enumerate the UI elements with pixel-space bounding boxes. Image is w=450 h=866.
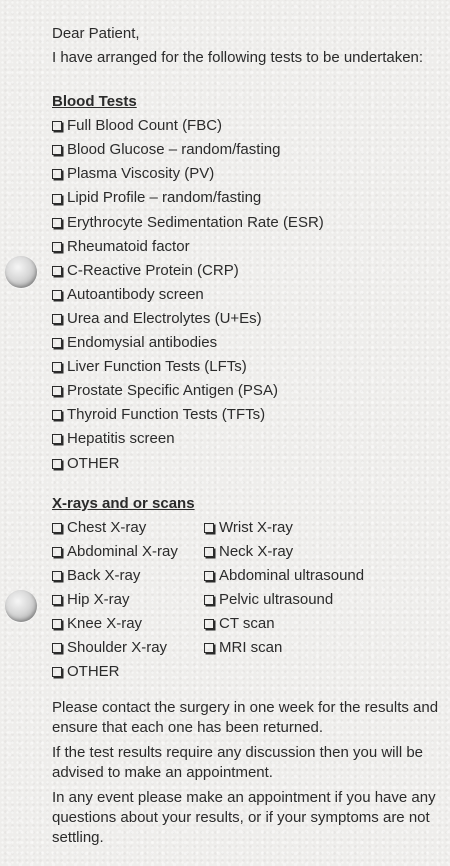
checkbox-item-plasma-viscosity[interactable]: Plasma Viscosity (PV) — [52, 162, 446, 186]
checkbox-icon[interactable] — [52, 643, 62, 653]
checkbox-item-abdominal-ultrasound[interactable]: Abdominal ultrasound — [204, 564, 444, 588]
checkbox-icon[interactable] — [204, 571, 214, 581]
test-request-letter — [52, 22, 446, 853]
checkbox-icon[interactable] — [204, 523, 214, 533]
checkbox-item-psa[interactable]: Prostate Specific Antigen (PSA) — [52, 379, 446, 403]
checkbox-icon[interactable] — [52, 266, 62, 276]
checkbox-icon[interactable] — [52, 619, 62, 629]
punch-hole-bottom — [5, 590, 37, 622]
checkbox-icon[interactable] — [52, 290, 62, 300]
closing-paragraph-results: Please contact the surgery in one week for the results and ensure that each one has been returned. — [52, 699, 439, 737]
checkbox-icon[interactable] — [204, 643, 214, 653]
checkbox-item-lipid-profile[interactable]: Lipid Profile – random/fasting — [52, 186, 446, 210]
intro-text: I have arranged for the following tests to be undertaken: — [52, 49, 424, 67]
checkbox-icon[interactable] — [52, 194, 62, 204]
checkbox-item-mri-scan[interactable]: MRI scan — [204, 636, 444, 660]
checkbox-item-blood-glucose[interactable]: Blood Glucose – random/fasting — [52, 138, 446, 162]
checkbox-item-xray-other[interactable]: OTHER — [52, 660, 204, 684]
checkbox-item-abdominal-xray[interactable]: Abdominal X-ray — [52, 540, 204, 564]
checkbox-item-urea-electrolytes[interactable]: Urea and Electrolytes (U+Es) — [52, 307, 446, 331]
checkbox-icon[interactable] — [52, 362, 62, 372]
checkbox-icon[interactable] — [204, 619, 214, 629]
checkbox-icon[interactable] — [52, 571, 62, 581]
checkbox-item-hip-xray[interactable]: Hip X-ray — [52, 588, 204, 612]
checkbox-icon[interactable] — [52, 410, 62, 420]
checkbox-icon[interactable] — [52, 434, 62, 444]
checkbox-icon[interactable] — [52, 338, 62, 348]
closing-paragraph-appointment: In any event please make an appointment if you have any questions about your results, or if your symptoms are not settling. — [52, 789, 436, 847]
checkbox-item-autoantibody[interactable]: Autoantibody screen — [52, 283, 446, 307]
checkbox-icon[interactable] — [52, 547, 62, 557]
checkbox-item-ct-scan[interactable]: CT scan — [204, 612, 444, 636]
checkbox-item-fbc[interactable]: Full Blood Count (FBC) — [52, 114, 446, 138]
checkbox-icon[interactable] — [52, 459, 62, 469]
checkbox-icon[interactable] — [52, 218, 62, 228]
checkbox-icon[interactable] — [52, 169, 62, 179]
xrays-heading: X-rays and or scans — [52, 494, 195, 512]
punch-hole-top — [5, 256, 37, 288]
closing-paragraph-discussion: If the test results require any discussion then you will be advised to make an appointment. — [52, 744, 424, 782]
checkbox-icon[interactable] — [52, 145, 62, 155]
checkbox-item-hepatitis[interactable]: Hepatitis screen — [52, 427, 446, 451]
xrays-grid — [52, 516, 446, 685]
checkbox-icon[interactable] — [52, 386, 62, 396]
checkbox-item-tfts[interactable]: Thyroid Function Tests (TFTs) — [52, 403, 446, 427]
greeting: Dear Patient, — [52, 25, 140, 42]
checkbox-item-esr[interactable]: Erythrocyte Sedimentation Rate (ESR) — [52, 211, 446, 235]
closing-notes — [52, 698, 446, 848]
checkbox-item-pelvic-ultrasound[interactable]: Pelvic ultrasound — [204, 588, 444, 612]
checkbox-item-rheumatoid-factor[interactable]: Rheumatoid factor — [52, 235, 446, 259]
checkbox-icon[interactable] — [52, 595, 62, 605]
checkbox-item-lfts[interactable]: Liver Function Tests (LFTs) — [52, 355, 446, 379]
checkbox-item-knee-xray[interactable]: Knee X-ray — [52, 612, 204, 636]
checkbox-item-wrist-xray[interactable]: Wrist X-ray — [204, 516, 444, 540]
checkbox-icon[interactable] — [204, 595, 214, 605]
checkbox-icon[interactable] — [52, 314, 62, 324]
checkbox-item-back-xray[interactable]: Back X-ray — [52, 564, 204, 588]
checkbox-item-blood-other[interactable]: OTHER — [52, 452, 446, 476]
checkbox-icon[interactable] — [52, 523, 62, 533]
blood-tests-heading: Blood Tests — [52, 93, 137, 111]
checkbox-icon[interactable] — [52, 667, 62, 677]
checkbox-icon[interactable] — [52, 121, 62, 131]
checkbox-item-crp[interactable]: C-Reactive Protein (CRP) — [52, 259, 446, 283]
checkbox-icon[interactable] — [204, 547, 214, 557]
checkbox-item-shoulder-xray[interactable]: Shoulder X-ray — [52, 636, 204, 660]
blood-tests-list — [52, 114, 446, 475]
checkbox-item-chest-xray[interactable]: Chest X-ray — [52, 516, 204, 540]
checkbox-item-endomysial[interactable]: Endomysial antibodies — [52, 331, 446, 355]
checkbox-icon[interactable] — [52, 242, 62, 252]
checkbox-item-neck-xray[interactable]: Neck X-ray — [204, 540, 444, 564]
